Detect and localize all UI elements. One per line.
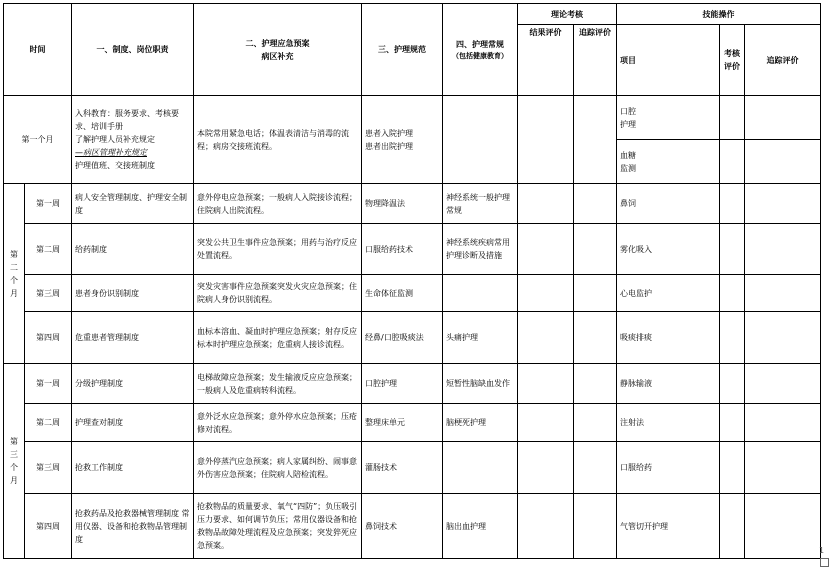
month1-col1 — [72, 96, 194, 184]
month1-col1-line1: 入科教育：服务要求、考核要求、培训手册 — [75, 109, 179, 131]
page-number: 1 — [819, 546, 825, 555]
header-skills-exam: 考核评价 — [720, 25, 745, 96]
month3-week1-col3: 口腔护理 — [362, 364, 443, 404]
month3-week3-theory-track — [574, 442, 617, 494]
month3-week4-col2: 抢救物品的质量要求、氧气“四防”；负压吸引压力要求、如何调节负压；常用仪器设备和抢救物品故障处理流程及应急预案；突发猝死应急预案。 — [194, 494, 362, 559]
month1-skill-a — [617, 96, 720, 140]
month3-week4-theory-result — [518, 494, 574, 559]
month1-col3-line2: 患者出院护理 — [365, 141, 413, 151]
month2-week3-skill-track — [745, 275, 821, 312]
month3-week4-col3: 鼻饲技术 — [362, 494, 443, 559]
header-theory-track: 追踪评价 — [574, 25, 617, 96]
month2-week1-col3: 物理降温法 — [362, 184, 443, 224]
month3-week4-skill-track — [745, 494, 821, 559]
month3-week2-col2: 意外泛水应急预案；意外停水应急预案；压疮修对流程。 — [194, 404, 362, 442]
month2-week2-skill-exam — [720, 224, 745, 275]
month3-week2-col1: 护理查对制度 — [72, 404, 194, 442]
month3-week3-theory-result — [518, 442, 574, 494]
month1-skill-a-exam — [720, 96, 745, 140]
month2-week3-theory-track — [574, 275, 617, 312]
month2-week1-col2: 意外停电应急预案；一般病人入院接诊流程；住院病人出院流程。 — [194, 184, 362, 224]
header-col1: 一、制度、岗位职责 — [72, 4, 194, 96]
month3-week4-skill: 气管切开护理 — [617, 494, 720, 559]
month2-week1-skill-exam — [720, 184, 745, 224]
month2-week1-row — [4, 184, 821, 224]
month1-col1-line2: 了解护理人员补充规定 — [75, 135, 155, 144]
month2-week2-label: 第二周 — [25, 224, 72, 275]
month1-skill-b-exam — [720, 140, 745, 184]
month3-week4-label: 第四周 — [25, 494, 72, 559]
month3-week1-col4: 短暂性脑缺血发作 — [443, 364, 518, 404]
month2-week1-theory-track — [574, 184, 617, 224]
month3-week2-skill: 注射法 — [617, 404, 720, 442]
month3-week3-col1: 抢救工作制度 — [72, 442, 194, 494]
month3-week3-col2: 意外停蒸汽应急预案；病人家属纠纷、闹事意外伤害应急预案；住院病人陪检流程。 — [194, 442, 362, 494]
training-plan-table — [3, 3, 821, 559]
month3-week1-skill: 静脉输液 — [617, 364, 720, 404]
month3-week3-row — [4, 442, 821, 494]
month1-col1-line4: 护理值班、交接班制度 — [75, 161, 155, 170]
month1-skill-a-line1: 口腔 — [620, 106, 636, 116]
month1-skill-a-track — [745, 96, 821, 140]
month3-week3-label: 第三周 — [25, 442, 72, 494]
month2-week2-row — [4, 224, 821, 275]
month2-week4-col4: 头痛护理 — [443, 312, 518, 364]
month2-week3-col3: 生命体征监测 — [362, 275, 443, 312]
month3-week3-skill-exam — [720, 442, 745, 494]
month2-week3-label: 第三周 — [25, 275, 72, 312]
month3-week3-skill: 口服给药 — [617, 442, 720, 494]
page-marker-box — [820, 558, 829, 567]
month1-col3-line1: 患者入院护理 — [365, 128, 413, 138]
month1-row-a — [4, 96, 821, 140]
month2-week4-theory-track — [574, 312, 617, 364]
month1-skill-b-line1: 血糖 — [620, 150, 636, 160]
month1-col4 — [443, 96, 518, 184]
month2-week2-col2: 突发公共卫生事件应急预案；用药与治疗反应处置流程。 — [194, 224, 362, 275]
month1-skill-b — [617, 140, 720, 184]
month3-week1-col1: 分级护理制度 — [72, 364, 194, 404]
month2-week4-label: 第四周 — [25, 312, 72, 364]
month3-week1-label: 第一周 — [25, 364, 72, 404]
header-col3: 三、护理规范 — [362, 4, 443, 96]
month1-skill-b-track — [745, 140, 821, 184]
month3-week3-col3: 灌肠技术 — [362, 442, 443, 494]
month1-skill-b-line2: 监测 — [620, 163, 636, 173]
month1-theory-track — [574, 96, 617, 184]
month1-col3 — [362, 96, 443, 184]
month3-week2-theory-result — [518, 404, 574, 442]
header-col2-line1: 二、护理应急预案 — [245, 38, 310, 48]
month2-week1-theory-result — [518, 184, 574, 224]
header-row-1 — [4, 4, 821, 25]
header-theory: 理论考核 — [518, 4, 617, 25]
month3-week1-col2: 电梯故障应急预案；发生输液反应应急预案；一般病人及危重病转科流程。 — [194, 364, 362, 404]
month2-week4-row — [4, 312, 821, 364]
month3-week1-row — [4, 364, 821, 404]
month2-label: 第二个月 — [4, 184, 25, 364]
month2-week2-skill-track — [745, 224, 821, 275]
month1-theory-result — [518, 96, 574, 184]
month3-week1-theory-result — [518, 364, 574, 404]
month2-week3-theory-result — [518, 275, 574, 312]
month2-week3-col1: 患者身份识别制度 — [72, 275, 194, 312]
header-col4 — [443, 4, 518, 96]
month2-week4-skill-track — [745, 312, 821, 364]
header-col2-line2: 病区补充 — [261, 51, 294, 61]
month3-label: 第三个月 — [4, 364, 25, 559]
month3-week4-skill-exam — [720, 494, 745, 559]
month1-col1-line3: —病区管理补充规定 — [75, 148, 147, 157]
month2-week4-skill-exam — [720, 312, 745, 364]
month2-week4-col3: 经鼻/口腔吸痰法 — [362, 312, 443, 364]
month2-week3-skill-exam — [720, 275, 745, 312]
header-col4-line1: 四、护理常规 — [456, 40, 504, 49]
month3-week4-col1: 抢救药品及抢救器械管理制度 常用仪器、设备和抢救物品管理制度 — [72, 494, 194, 559]
month2-week1-skill: 鼻饲 — [617, 184, 720, 224]
month2-week3-col4 — [443, 275, 518, 312]
month2-week1-label: 第一周 — [25, 184, 72, 224]
month3-week4-col4: 脑出血护理 — [443, 494, 518, 559]
month3-week4-row — [4, 494, 821, 559]
month3-week2-col3: 整理床单元 — [362, 404, 443, 442]
month1-col2: 本院常用紧急电话；体温表清洁与消毒的流程；病房交接班流程。 — [194, 96, 362, 184]
month2-week4-col2: 血标本溶血、凝血时护理应急预案；射存反应标本时护理应急预案；危重病人接诊流程。 — [194, 312, 362, 364]
month2-week1-skill-track — [745, 184, 821, 224]
month2-week1-col4: 神经系统一般护理常规 — [443, 184, 518, 224]
month2-week3-col2: 突发灾害事件应急预案突发火灾应急预案；住院病人身份识别流程。 — [194, 275, 362, 312]
month2-week3-skill: 心电监护 — [617, 275, 720, 312]
month2-week4-skill: 吸痰排痰 — [617, 312, 720, 364]
month1-skill-a-line2: 护理 — [620, 119, 636, 129]
header-time: 时间 — [4, 4, 72, 96]
month3-week2-skill-exam — [720, 404, 745, 442]
month2-week2-skill: 雾化吸入 — [617, 224, 720, 275]
month3-week1-theory-track — [574, 364, 617, 404]
month3-week1-skill-track — [745, 364, 821, 404]
month1-label: 第一个月 — [4, 96, 72, 184]
month2-week2-col1: 给药制度 — [72, 224, 194, 275]
month3-week2-label: 第二周 — [25, 404, 72, 442]
month2-week2-col4: 神经系统疾病常用护理诊断及措施 — [443, 224, 518, 275]
header-col2 — [194, 4, 362, 96]
month3-week1-skill-exam — [720, 364, 745, 404]
header-col4-line2: （包括健康教育） — [452, 52, 508, 60]
month2-week4-col1: 危重患者管理制度 — [72, 312, 194, 364]
month2-week4-theory-result — [518, 312, 574, 364]
month3-week2-row — [4, 404, 821, 442]
month2-week2-col3: 口服给药技术 — [362, 224, 443, 275]
month3-week2-col4: 脑梗死护理 — [443, 404, 518, 442]
header-skills-track: 追踪评价 — [745, 25, 821, 96]
month3-week2-theory-track — [574, 404, 617, 442]
month3-week4-theory-track — [574, 494, 617, 559]
header-skills: 技能操作 — [617, 4, 821, 25]
month3-week3-skill-track — [745, 442, 821, 494]
header-skills-item: 项目 — [617, 25, 720, 96]
month2-week3-row — [4, 275, 821, 312]
month2-week1-col1: 病人安全管理制度、护理安全制度 — [72, 184, 194, 224]
month3-week3-col4 — [443, 442, 518, 494]
header-theory-result: 结果评价 — [518, 25, 574, 96]
month3-week2-skill-track — [745, 404, 821, 442]
month2-week2-theory-track — [574, 224, 617, 275]
month2-week2-theory-result — [518, 224, 574, 275]
